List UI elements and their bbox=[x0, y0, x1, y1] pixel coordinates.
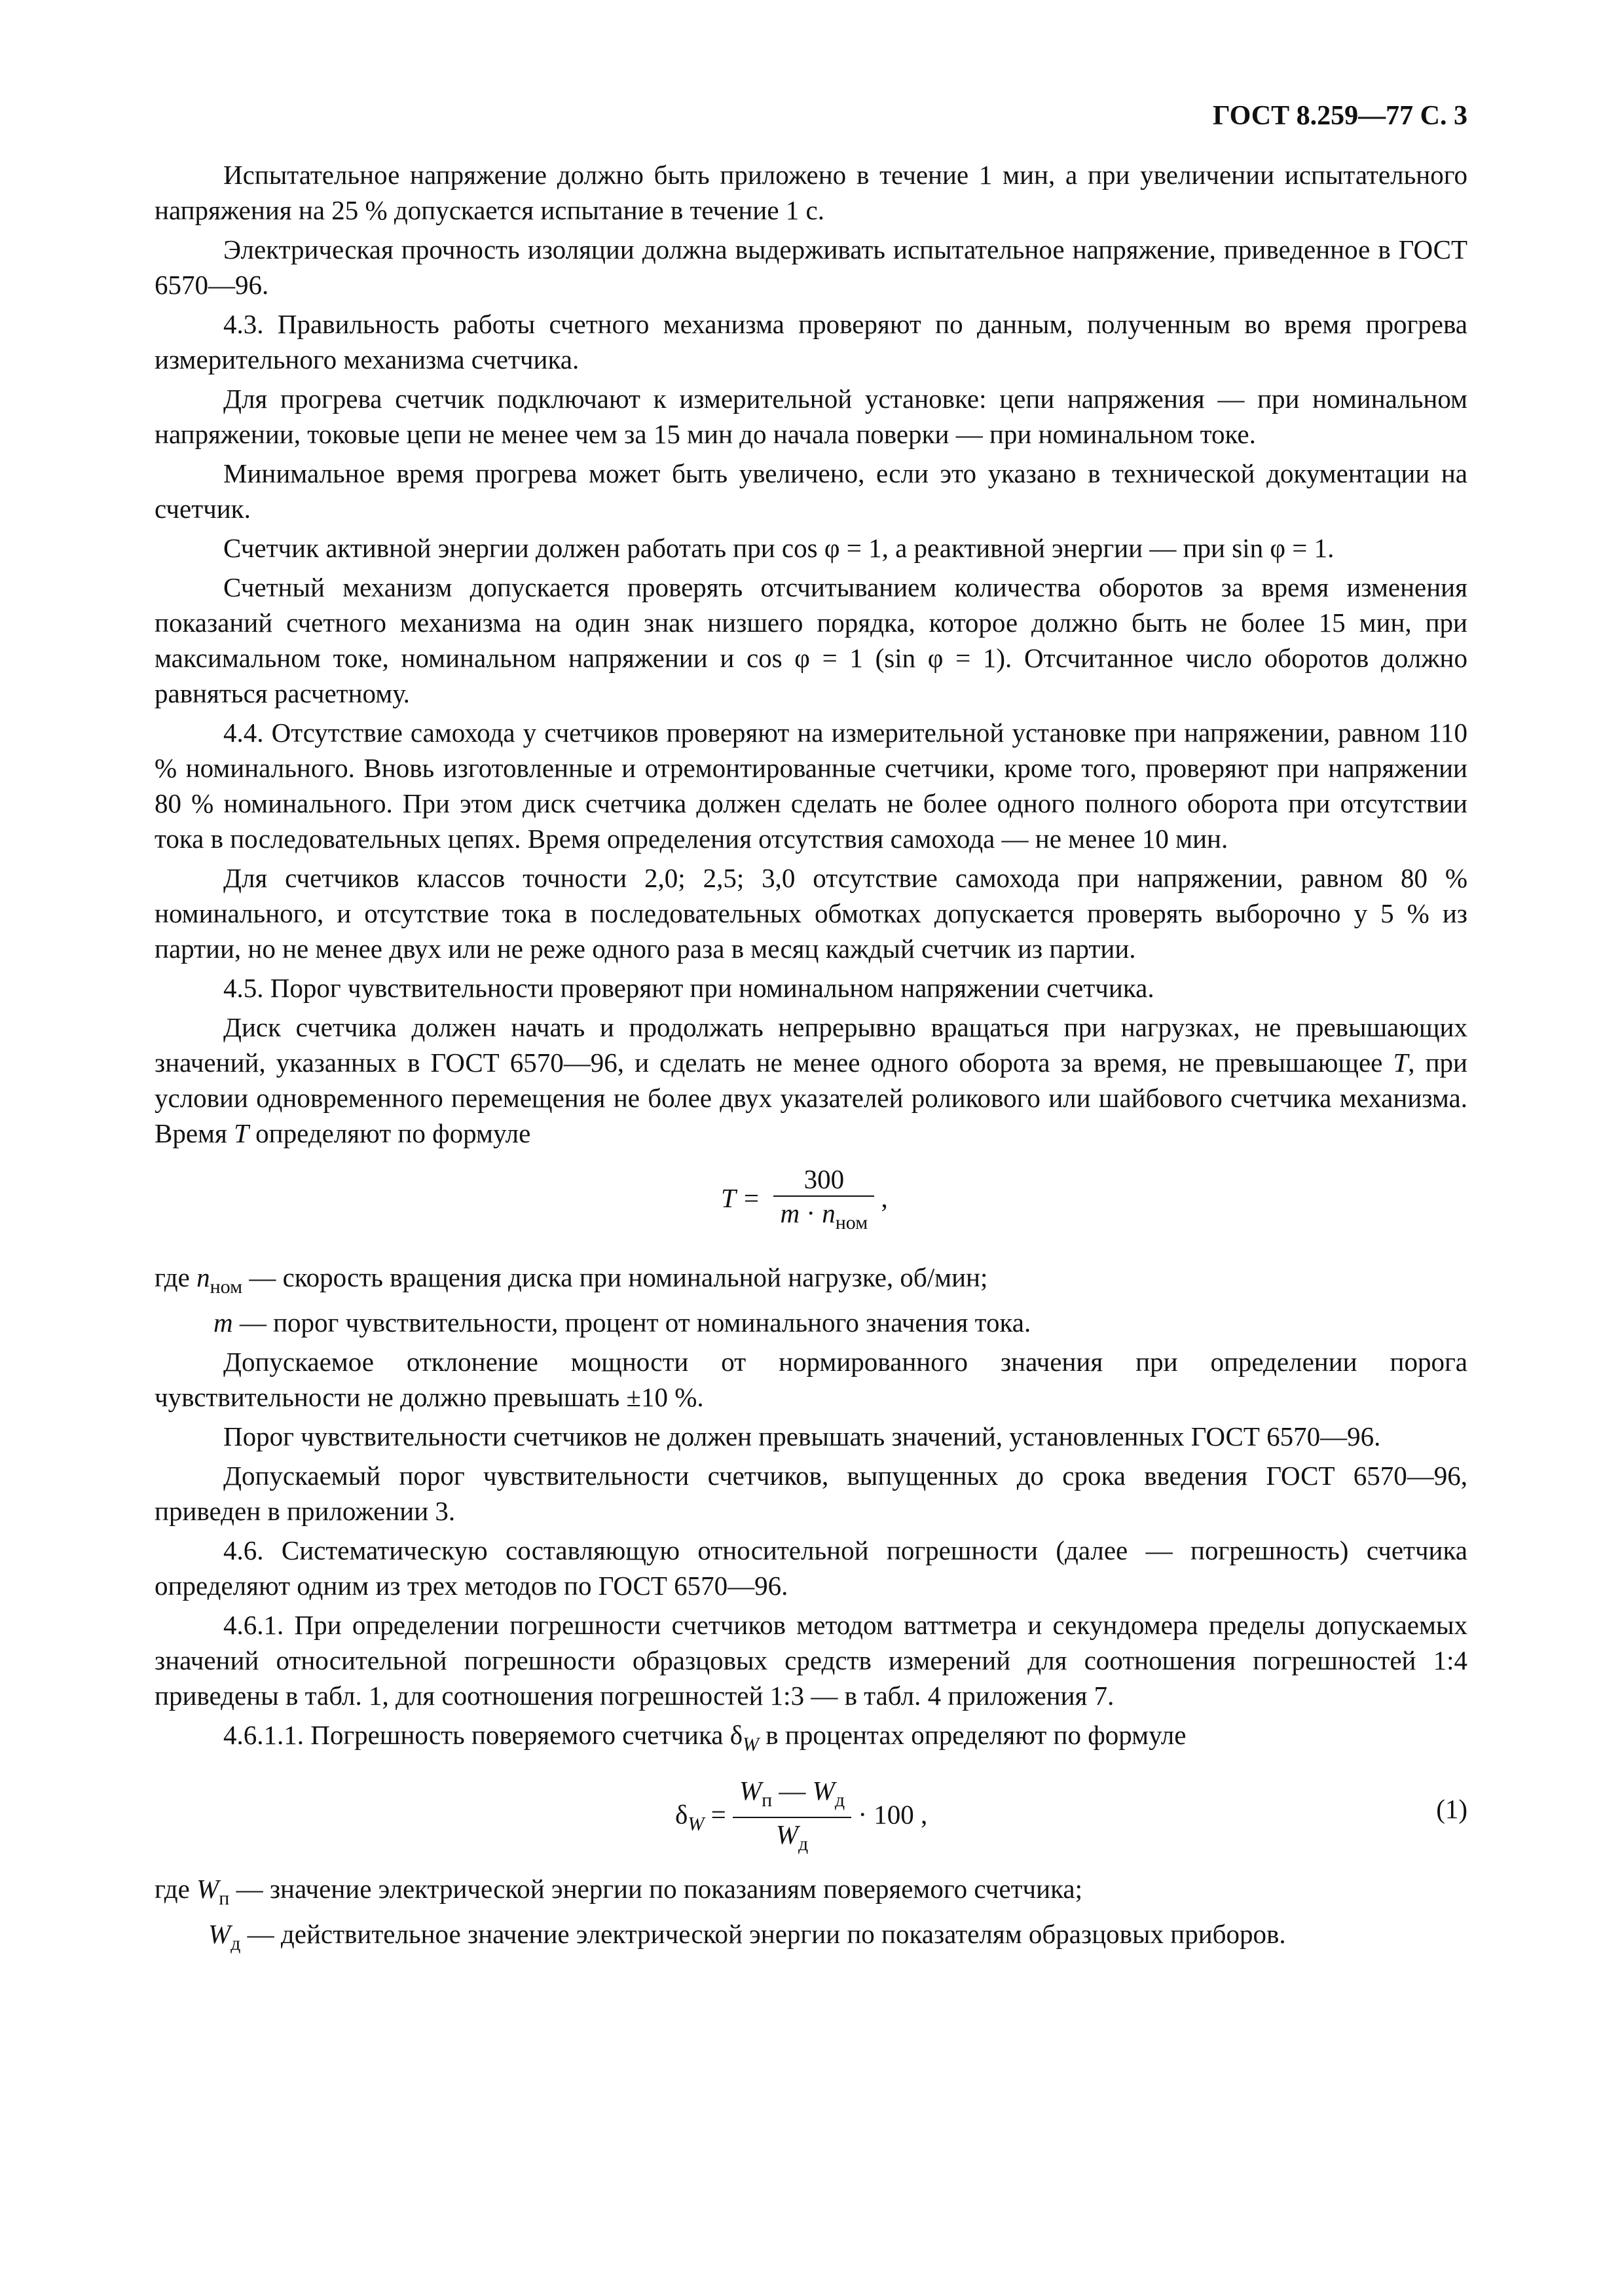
paragraph: 4.6. Систематическую составляющую относительной погрешности (далее — погрешность) счетчика определяют одним из трех методов по ГОСТ 6570—96. bbox=[155, 1535, 1467, 1601]
paragraph: 4.5. Порог чувствительности проверяют при номинальном напряжении счетчика. bbox=[223, 973, 1154, 1003]
legend-m: m — порог чувствительности, процент от номинального значения тока. bbox=[213, 1307, 1031, 1338]
paragraph: 4.6.1. При определении погрешности счетчиков методом ваттметра и секундомера пределы допускаемых значений относительной погрешности образцовых средств измерений для соотношения погрешностей 1:4 приведены в табл. 1, для соотношения погрешностей 1:3 — в табл. 4 приложения 7. bbox=[155, 1610, 1467, 1711]
paragraph: Счетный механизм допускается проверять отсчитыванием количества оборотов за время изменения показаний счетного механизма на один знак низшего порядка, которое должно быть не более 15 мин, при максимальном токе, номинальном напряжении и cos φ = 1 (sin φ = 1). Отсчитанное число оборотов должно равняться расчетному. bbox=[155, 572, 1467, 708]
legend-n-nom: где $n_{ном}$ — скорость вращения диска при номинальной нагрузке, об/мин; bbox=[155, 1262, 988, 1298]
paragraph: Минимальное время прогрева может быть увеличено, если это указано в технической документации на счетчик. bbox=[155, 458, 1467, 524]
paragraph: Порог чувствительности счетчиков не должен превышать значений, установленных ГОСТ 6570—96. bbox=[223, 1421, 1381, 1451]
paragraph: 4.3. Правильность работы счетного механизма проверяют по данным, полученным во время прогрева измерительного механизма счетчика. bbox=[155, 309, 1467, 374]
paragraph: Электрическая прочность изоляции должна выдерживать испытательное напряжение, приведенное в ГОСТ 6570—96. bbox=[155, 234, 1467, 300]
page-header: ГОСТ 8.259—77 С. 3 bbox=[1212, 101, 1467, 131]
legend-w-d: $W_д$ — действительное значение электрической энергии по показателям образцовых приборов. bbox=[208, 1919, 1286, 1954]
legend-w-p: где $W_п$ — значение электрической энергии по показаниям поверяемого счетчика; bbox=[155, 1874, 1082, 1909]
paragraph: Для прогрева счетчик подключают к измерительной установке: цепи напряжения — при номинальном напряжении, токовые цепи не менее чем за 15 мин до начала поверки — при номинальном токе. bbox=[155, 384, 1467, 449]
equation-number: (1) bbox=[1436, 1794, 1467, 1824]
paragraph: Счетчик активной энергии должен работать при cos φ = 1, а реактивной энергии — при sin φ = 1. bbox=[223, 533, 1335, 563]
document-page bbox=[155, 98, 1467, 1965]
paragraph: Допускаемый порог чувствительности счетчиков, выпущенных до срока введения ГОСТ 6570—96, приведен в приложении 3. bbox=[155, 1461, 1467, 1526]
formula-t-fraction: $\frac{300}{m \cdot n_{ном}}$ bbox=[773, 1163, 874, 1239]
paragraph: Испытательное напряжение должно быть приложено в течение 1 мин, а при увеличении испытательного напряжения на 25 % допускается испытание в течение 1 с. bbox=[155, 160, 1467, 225]
paragraph: Для счетчиков классов точности 2,0; 2,5; 3,0 отсутствие самохода при напряжении, равном 80 % номинального, и отсутствие тока в последовательных обмотках допускается проверять выборочно у 5 % из партии, но не менее двух или не реже одного раза в месяц каждый счетчик из партии. bbox=[155, 863, 1467, 964]
paragraph: Допускаемое отклонение мощности от нормированного значения при определении порога чувствительности не должно превышать ±10 %. bbox=[155, 1347, 1467, 1412]
formula-1-fraction: $\frac{W_п — W_д}{W_д}$ bbox=[733, 1774, 851, 1861]
formula-1: $\delta_W$ = $\frac{W_п — W_д}{W_д}$ · 100 , (1) bbox=[155, 1774, 1467, 1859]
formula-t: T = $\frac{300}{m \cdot n_{ном}}$ , bbox=[155, 1163, 1467, 1248]
paragraph-4-5-disk: Диск счетчика должен начать и продолжать непрерывно вращаться при нагрузках, не превышающих значений, указанных в ГОСТ 6570—96, и сделать не менее одного оборота за время, не превышающее T, при условии одновременного перемещения не более двух указателей роликового или шайбового счетчика механизма. Время T определяют по формуле bbox=[155, 1012, 1467, 1148]
paragraph: 4.4. Отсутствие самохода у счетчиков проверяют на измерительной установке при напряжении, равном 110 % номинального. Вновь изготовленные и отремонтированные счетчики, кроме того, проверяют при напряжении 80 % номинального. При этом диск счетчика должен сделать не более одного полного оборота при отсутствии тока в последовательных цепях. Время определения отсутствия самохода — не менее 10 мин. bbox=[155, 718, 1467, 854]
paragraph-4-6-1-1: 4.6.1.1. Погрешность поверяемого счетчика $\delta_W$ в процентах определяют по формуле bbox=[223, 1720, 1187, 1755]
formula-t-lhs: T = bbox=[721, 1182, 760, 1213]
